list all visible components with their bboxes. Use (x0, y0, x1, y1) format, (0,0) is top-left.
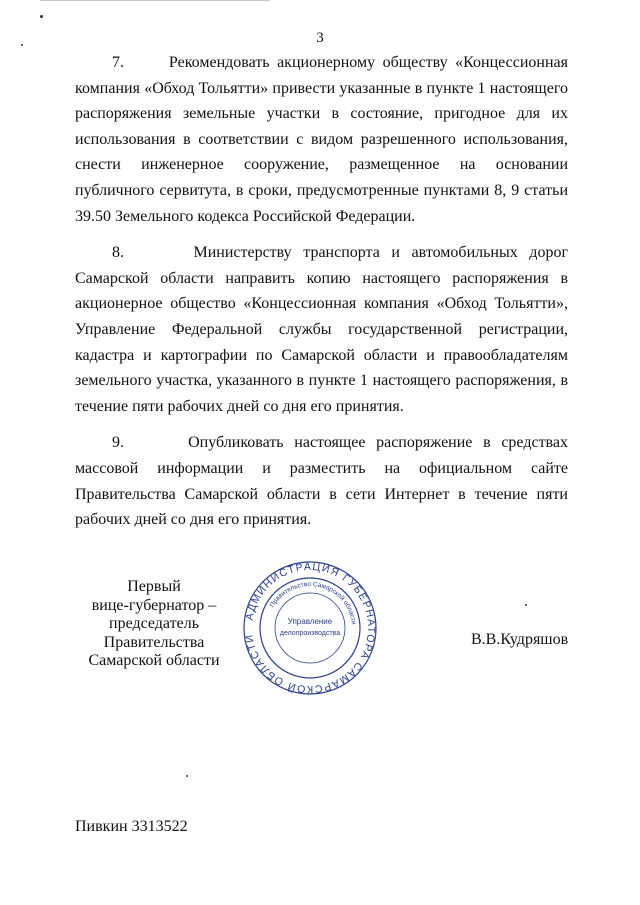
paragraph-7 (75, 50, 568, 229)
paragraph-number: 8. (112, 244, 124, 262)
signer-title-line: Первый (127, 578, 181, 595)
stamp-inner-text: Правительство Самарской области (268, 580, 357, 625)
stamp-center-line1: Управление (287, 617, 333, 626)
paragraph-text: Рекомендовать акционерному обществу «Концессионная компания «Обход Тольятти» привести указанные в пункте 1 настоящего распоряжения земельные участки в состояние, пригодное для их использования в соответствии с видом разрешенного использования, снести инженерное сооружение, размещенное на основании публичного сервитута, в сроки, предусмотренные пунктами 8, 9 статьи 39.50 Земельного кодекса Российской Федерации. (75, 54, 569, 225)
scan-speck (186, 775, 188, 777)
executor-info: Пивкин 3313522 (75, 818, 188, 835)
signer-name: В.В.Кудряшов (471, 631, 569, 648)
stamp-center-line2: делопроизводства (279, 630, 341, 637)
paragraph-text: Министерству транспорта и автомобильных дорог Самарской области направить копию настоящего распоряжения в акционерное общество «Концессионная компания «Обход Тольятти», Управление Федеральной службы государственной регистрации, кадастра и картографии по Самарской области и правообладателям земельного участка, указанного в пункте 1 настоящего распоряжения, в течение пяти рабочих дней со дня его принятия. (75, 244, 569, 415)
paragraph-9 (75, 430, 568, 532)
scan-speck (525, 604, 527, 606)
paragraph-number: 9. (112, 434, 124, 452)
official-stamp (242, 560, 378, 696)
paragraph-8 (75, 240, 568, 419)
stamp-outer-text: АДМИНИСТРАЦИЯ ГУБЕРНАТОРА САМАРСКОЙ ОБЛАСТИ (243, 560, 378, 696)
paragraph-number: 7. (112, 54, 124, 71)
signer-title-line: Самарской области (88, 652, 220, 669)
page-number: 3 (316, 30, 324, 46)
document-body (75, 50, 568, 533)
paragraph-text: Опубликовать настоящее распоряжение в средствах массовой информации и разместить на официальном сайте Правительства Самарской области в сети Интернет в течение пяти рабочих дней со дня его принятия. (75, 434, 568, 529)
signer-title-line: вице-губернатор – (91, 596, 217, 614)
scan-speck (40, 15, 43, 18)
signer-title (60, 578, 248, 671)
signer-title-line: председатель Правительства (103, 615, 205, 651)
scan-edge-line (40, 0, 270, 1)
